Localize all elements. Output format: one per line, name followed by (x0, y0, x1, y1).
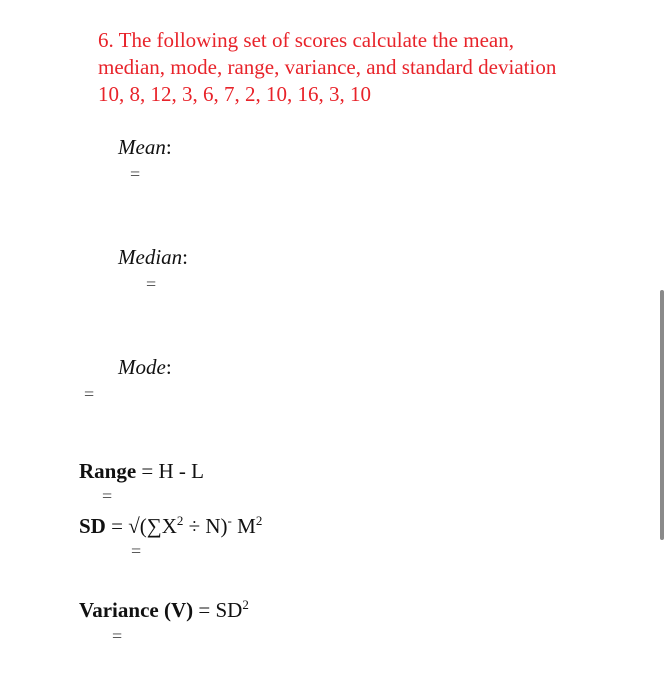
median-equals: = (146, 274, 157, 294)
mode-label-text: Mode (118, 355, 166, 379)
vertical-scrollbar[interactable] (660, 290, 664, 540)
variance-equals: = (112, 626, 123, 646)
mode-label (118, 354, 172, 380)
sd-label: SD (79, 514, 106, 538)
mean-equals: = (130, 164, 141, 184)
mode-colon: : (165, 355, 172, 379)
sd-expression-mid: ÷ N) (183, 514, 228, 538)
mode-equals: = (84, 384, 95, 404)
mean-label (118, 134, 172, 160)
mean-colon: : (165, 135, 172, 159)
sd-expression-end: M (231, 514, 256, 538)
range-formula (79, 458, 204, 484)
range-label: Range (79, 459, 137, 483)
sd-exponent-1: 2 (176, 513, 184, 528)
sd-exponent-2: 2 (255, 513, 263, 528)
range-equals: = (102, 486, 113, 506)
sd-minus: - (227, 513, 232, 528)
median-label-text: Median (118, 245, 183, 269)
median-colon: : (182, 245, 188, 269)
mean-label-text: Mean (118, 135, 166, 159)
sd-expression-start: = √(∑X (111, 514, 177, 538)
sd-formula (79, 513, 262, 539)
variance-formula (79, 597, 249, 623)
variance-exponent: 2 (242, 597, 249, 612)
median-label (118, 244, 188, 270)
variance-label: Variance (V) (79, 598, 194, 622)
sd-equals: = (131, 541, 142, 561)
variance-expression: = SD (198, 598, 243, 622)
range-expression: = H - L (141, 459, 205, 483)
question-text: 6. The following set of scores calculate the mean, median, mode, range, variance, and standard deviation 10, 8, 12, 3, 6, 7, 2, 10, 16, 3, 10 (98, 28, 557, 106)
